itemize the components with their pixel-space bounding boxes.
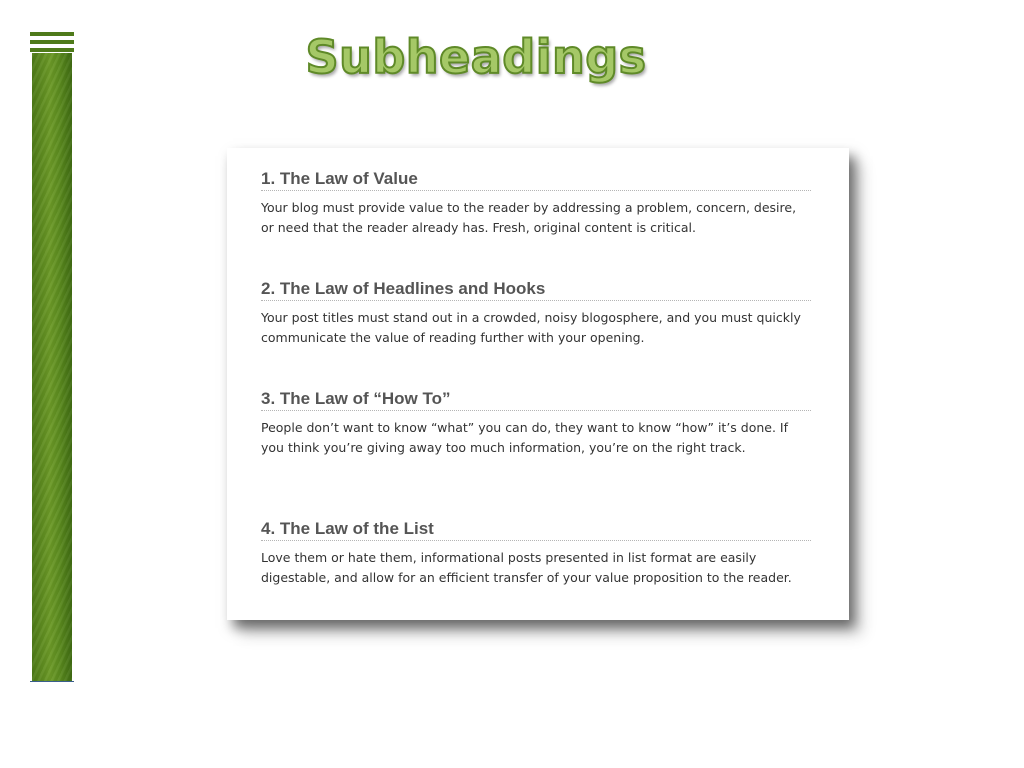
side-bar-baseline: [30, 681, 74, 682]
law-heading: 3. The Law of “How To”: [261, 388, 811, 411]
law-section: [261, 388, 811, 458]
slide-title: Subheadings: [305, 30, 647, 84]
law-heading: 2. The Law of Headlines and Hooks: [261, 278, 811, 301]
law-section: [261, 168, 811, 238]
law-section: [261, 518, 811, 588]
content-card: [227, 148, 849, 620]
decorative-side-bar: [30, 30, 74, 682]
leaf-texture-image: [32, 53, 72, 681]
law-body: Your post titles must stand out in a crowded, noisy blogosphere, and you must quickly communicate the value of reading further with your opening.: [261, 310, 801, 345]
law-heading: 4. The Law of the List: [261, 518, 811, 541]
law-body: People don’t want to know “what” you can do, they want to know “how” it’s done. If you think you’re giving away too much information, you’re on the right track.: [261, 420, 789, 455]
law-section: [261, 278, 811, 348]
law-body: Love them or hate them, informational posts presented in list format are easily digestable, and allow for an efficient transfer of your value proposition to the reader.: [261, 550, 792, 585]
law-body: Your blog must provide value to the reader by addressing a problem, concern, desire, or need that the reader already has. Fresh, original content is critical.: [261, 200, 797, 235]
law-heading: 1. The Law of Value: [261, 168, 811, 191]
